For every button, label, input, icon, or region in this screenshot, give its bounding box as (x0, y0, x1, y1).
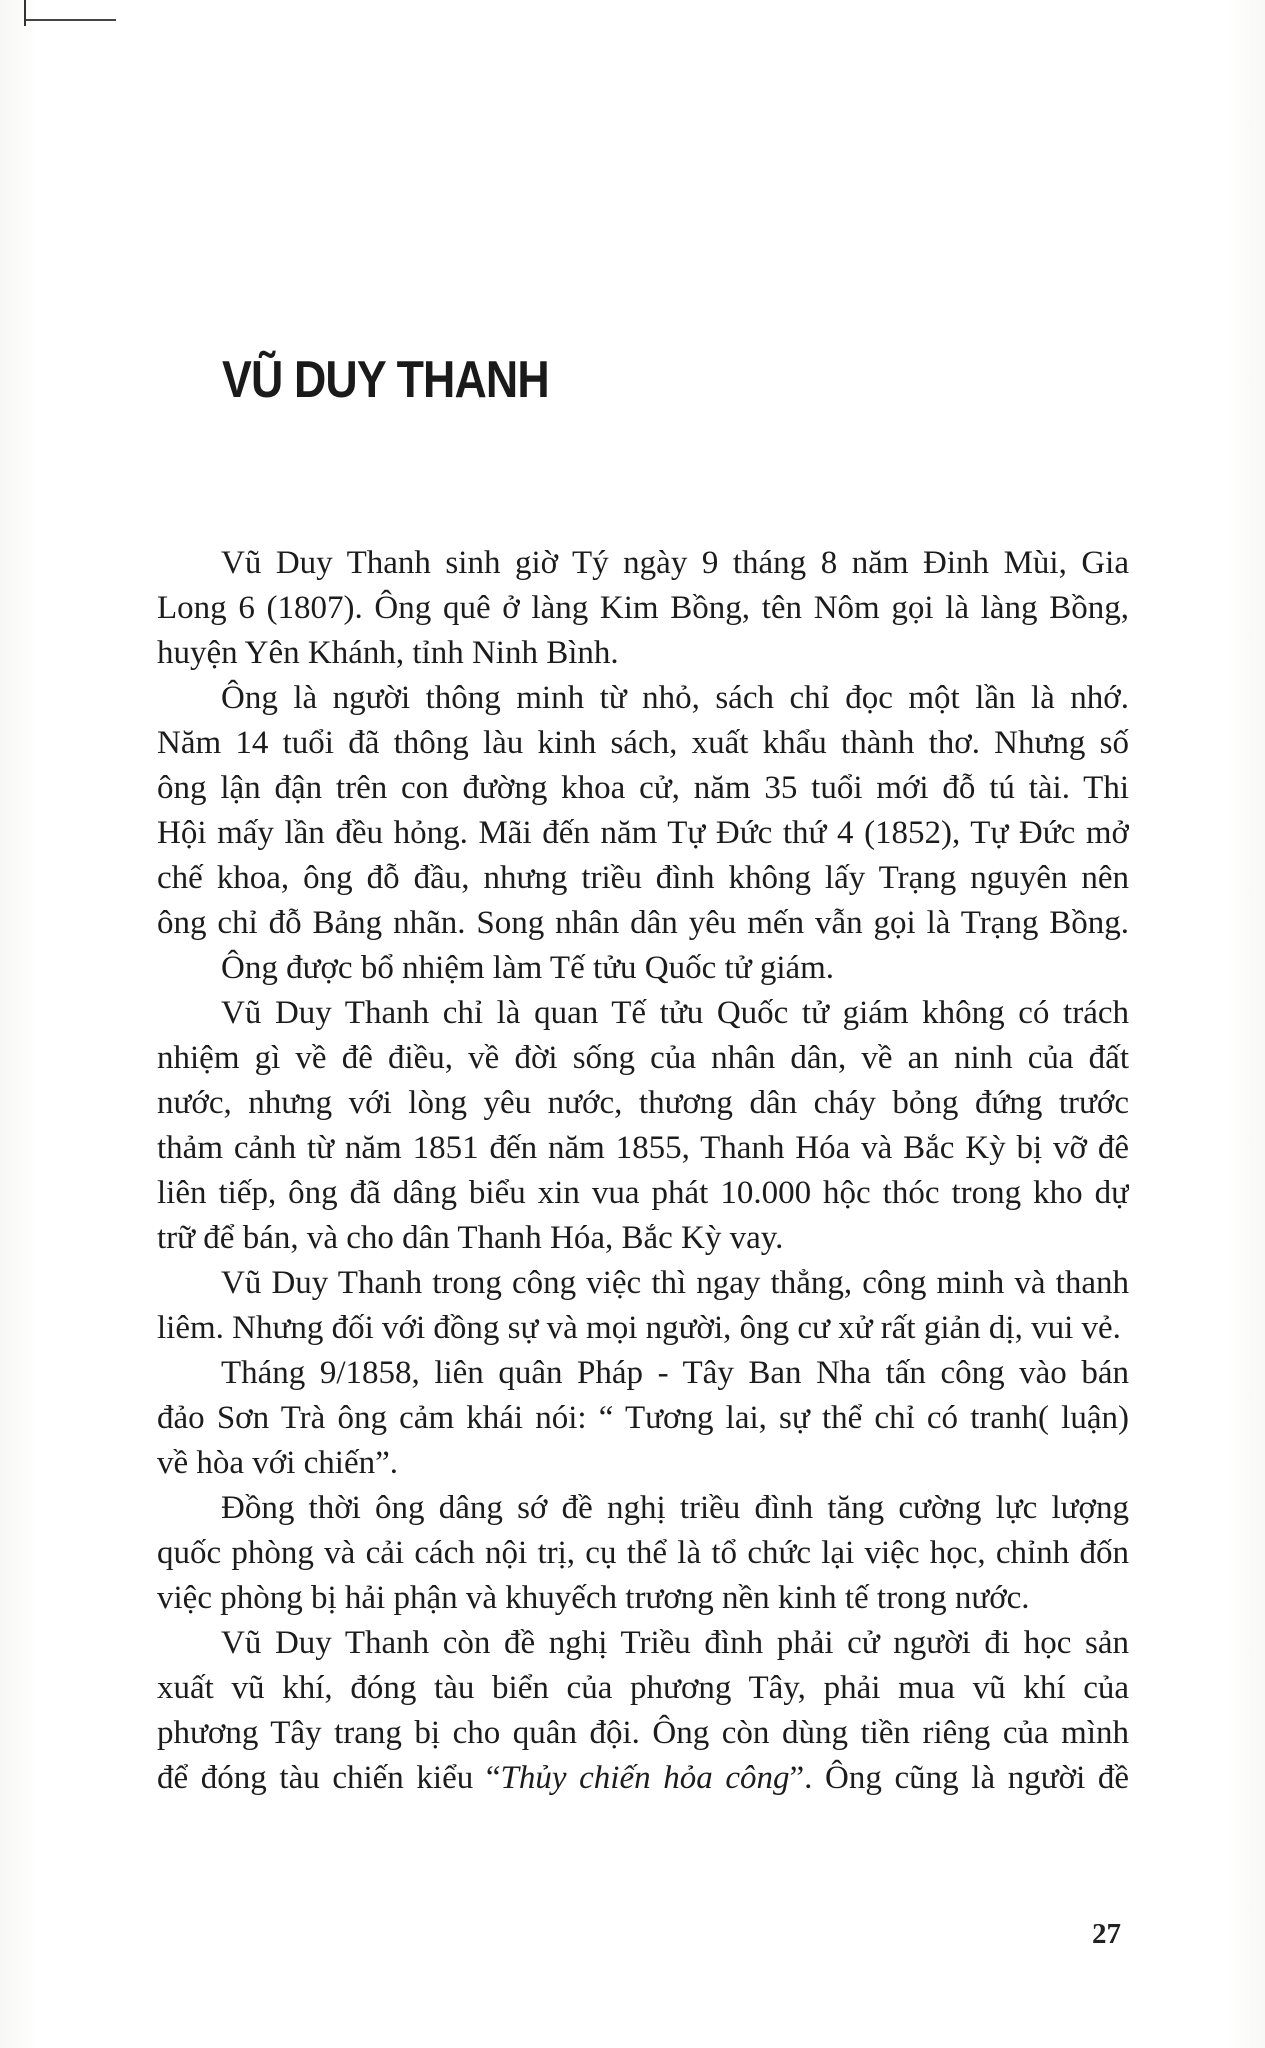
text-line-final (157, 1756, 1129, 1801)
text-line: Long 6 (1807). Ông quê ở làng Kim Bồng, tên Nôm gọi là làng Bồng, (157, 590, 1129, 626)
final-line-start: để đóng tàu chiến kiểu “ (157, 1760, 501, 1796)
final-line-end: ”. Ông cũng là người đề (789, 1760, 1129, 1796)
italic-term: Thủy chiến hỏa công (500, 1760, 790, 1796)
text-line: xuất vũ khí, đóng tàu biển của phương Tây, phải mua vũ khí của (157, 1670, 1129, 1706)
text-line: Năm 14 tuổi đã thông làu kinh sách, xuất khẩu thành thơ. Nhưng số (157, 725, 1129, 761)
text-line: ông lận đận trên con đường khoa cử, năm 35 tuổi mới đỗ tú tài. Thi (157, 770, 1129, 806)
text-line: Tháng 9/1858, liên quân Pháp - Tây Ban Nha tấn công vào bán (221, 1355, 1129, 1391)
text-line: quốc phòng và cải cách nội trị, cụ thể là tổ chức lại việc học, chỉnh đốn (157, 1535, 1129, 1571)
text-line: phương Tây trang bị cho quân đội. Ông còn dùng tiền riêng của mình (157, 1715, 1129, 1751)
text-line: Vũ Duy Thanh trong công việc thì ngay thẳng, công minh và thanh (221, 1265, 1129, 1301)
text-line: liêm. Nhưng đối với đồng sự và mọi người, ông cư xử rất giản dị, vui vẻ. (157, 1310, 1121, 1346)
text-line: Hội mấy lần đều hỏng. Mãi đến năm Tự Đức thứ 4 (1852), Tự Đức mở (157, 815, 1129, 851)
text-line: về hòa với chiến”. (157, 1445, 399, 1481)
text-line: huyện Yên Khánh, tỉnh Ninh Bình. (157, 635, 619, 671)
text-line: thảm cảnh từ năm 1851 đến năm 1855, Thanh Hóa và Bắc Kỳ bị vỡ đê (157, 1130, 1129, 1166)
page-number: 27 (1092, 1918, 1121, 1950)
text-line: chế khoa, ông đỗ đầu, nhưng triều đình không lấy Trạng nguyên nên (157, 860, 1129, 896)
text-line: Vũ Duy Thanh chỉ là quan Tế tửu Quốc tử giám không có trách (221, 995, 1129, 1031)
text-line: ông chỉ đỗ Bảng nhãn. Song nhân dân yêu mến vẫn gọi là Trạng Bồng. (157, 905, 1129, 941)
text-line: Vũ Duy Thanh sinh giờ Tý ngày 9 tháng 8 năm Đinh Mùi, Gia (221, 545, 1129, 581)
text-line: Vũ Duy Thanh còn đề nghị Triều đình phải cử người đi học sản (221, 1625, 1129, 1661)
corner-crop-line (26, 19, 116, 21)
text-line: Ông được bổ nhiệm làm Tế tửu Quốc tử giám. (221, 950, 835, 986)
chapter-title: VŨ DUY THANH (222, 351, 549, 409)
corner-crop-mark (24, 0, 26, 26)
text-line: Ông là người thông minh từ nhỏ, sách chỉ đọc một lần là nhớ. (221, 680, 1129, 716)
text-line: trữ để bán, và cho dân Thanh Hóa, Bắc Kỳ vay. (157, 1220, 784, 1256)
text-line: việc phòng bị hải phận và khuyếch trương nền kinh tế trong nước. (157, 1580, 1030, 1616)
text-line: đảo Sơn Trà ông cảm khái nói: “ Tương lai, sự thể chỉ có tranh( luận) (157, 1400, 1129, 1436)
text-line: Đồng thời ông dâng sớ đề nghị triều đình tăng cường lực lượng (221, 1490, 1129, 1526)
body-text (157, 541, 1129, 1801)
text-line: liên tiếp, ông đã dâng biểu xin vua phát 10.000 hộc thóc trong kho dự (157, 1175, 1129, 1211)
text-line: nhiệm gì về đê điều, về đời sống của nhân dân, về an ninh của đất (157, 1040, 1129, 1076)
text-line: nước, nhưng với lòng yêu nước, thương dân cháy bỏng đứng trước (157, 1085, 1129, 1121)
